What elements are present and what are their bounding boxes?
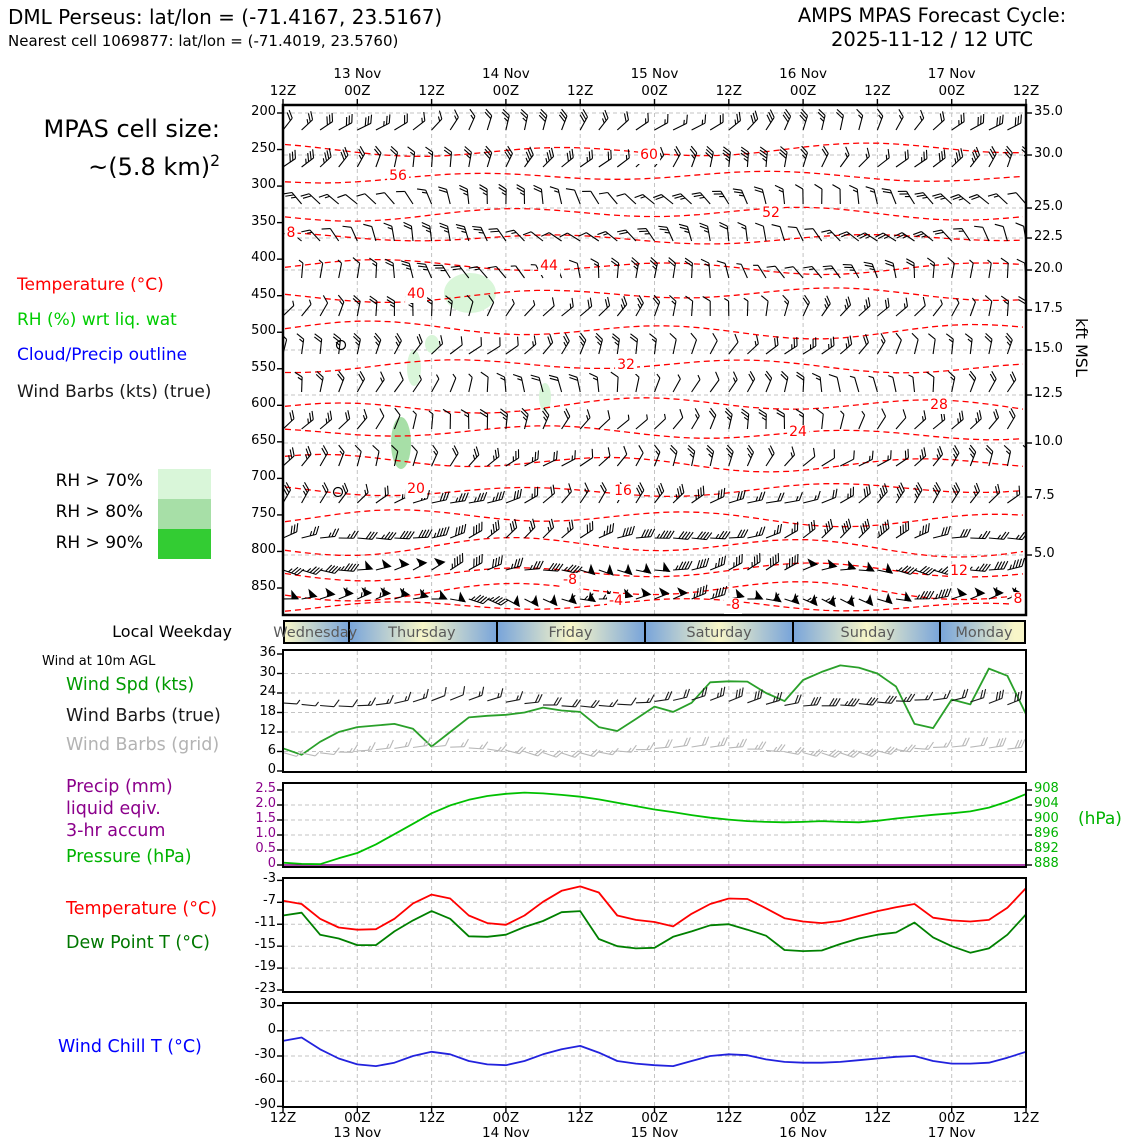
time-tick-top: 12Z [1012, 83, 1040, 99]
main-left-tick: 250 [251, 140, 276, 156]
pressure-ytick: 888 [1034, 856, 1059, 871]
chill-ytick: -60 [254, 1072, 276, 1088]
main-left-tick: 300 [251, 177, 276, 193]
precip-panel-label: Pressure (hPa) [66, 847, 192, 867]
contour-label: 8 [1013, 591, 1023, 607]
wind-ytick: 30 [259, 664, 276, 680]
chill-ytick: -30 [254, 1047, 276, 1062]
wind-ytick: 0 [267, 762, 276, 777]
weekday-divider [644, 622, 646, 642]
pressure-axis-unit: (hPa) [1078, 809, 1122, 829]
main-left-tick: 600 [251, 396, 276, 412]
precip-panel-label: Precip (mm) [66, 777, 173, 797]
cell-size-value [88, 153, 220, 181]
date-tick-bottom: 14 Nov [481, 1125, 530, 1140]
page-subtitle: Nearest cell 1069877: lat/lon = (-71.4019, 23.5760) [8, 32, 399, 50]
date-tick-bottom: 13 Nov [333, 1125, 382, 1140]
date-tick-top: 16 Nov [779, 66, 828, 82]
contour-label: 24 [789, 424, 807, 440]
temp-ytick: -15 [254, 937, 276, 953]
date-tick-bottom: 15 Nov [630, 1125, 679, 1140]
weekday-label: Wednesday [273, 624, 358, 641]
rh-legend-label: RH > 70% [55, 471, 143, 491]
pressure-ytick: 900 [1034, 811, 1059, 826]
weekday-divider [496, 622, 498, 642]
pressure-ytick: 908 [1034, 781, 1059, 796]
temp-panel-label: Dew Point T (°C) [66, 933, 211, 953]
chill-ytick: -90 [254, 1097, 276, 1113]
chill-ytick: 0 [267, 1021, 276, 1037]
contour-label: 40 [407, 286, 425, 302]
wind-ytick: 36 [259, 645, 276, 660]
main-left-tick: 800 [251, 542, 276, 558]
time-tick-top: 00Z [344, 83, 371, 99]
cell-size-exponent: 2 [210, 152, 220, 170]
main-right-tick: 7.5 [1034, 488, 1055, 503]
time-tick-bottom: 12Z [269, 1110, 297, 1126]
contour-label: -4 [609, 593, 623, 609]
weekday-divider [939, 622, 941, 642]
precip-panel-label: 3-hr accum [66, 821, 166, 841]
temp-ytick: -19 [254, 959, 276, 975]
pressure-ytick: 896 [1034, 826, 1059, 841]
main-left-tick: 850 [251, 579, 276, 594]
time-tick-top: 12Z [864, 83, 891, 99]
time-tick-bottom: 12Z [864, 1110, 891, 1126]
time-tick-bottom: 12Z [418, 1110, 445, 1126]
time-tick-bottom: 00Z [492, 1110, 520, 1126]
contour-label: 60 [640, 147, 658, 163]
main-right-tick: 20.0 [1034, 261, 1063, 276]
chill-panel-label: Wind Chill T (°C) [58, 1037, 202, 1057]
precip-ytick: 2.0 [255, 796, 276, 811]
temp-panel-label: Temperature (°C) [66, 899, 218, 919]
date-tick-bottom: 17 Nov [927, 1125, 976, 1140]
main-left-tick: 550 [251, 359, 276, 375]
cell-size-text: ~(5.8 km) [88, 153, 211, 181]
temp-ytick: -11 [254, 915, 276, 931]
time-tick-top: 12Z [715, 83, 743, 99]
main-left-tick: 400 [251, 250, 276, 266]
date-tick-top: 17 Nov [927, 66, 976, 82]
wind-ytick: 12 [259, 723, 276, 738]
time-tick-top: 00Z [492, 83, 520, 99]
time-tick-bottom: 00Z [344, 1110, 371, 1126]
forecast-cycle-time: 2025-11-12 / 12 UTC [831, 28, 1033, 51]
right-axis-unit: kft MSL [1072, 318, 1091, 377]
contour-label: 12 [950, 563, 968, 579]
contour-label: 32 [617, 357, 635, 373]
contour-label: 20 [407, 481, 425, 497]
wind-series-label: Wind Barbs (true) [66, 706, 221, 726]
rh-legend-swatch [158, 469, 211, 499]
weekday-label: Sunday [840, 624, 895, 641]
weekday-label: Monday [955, 624, 1013, 641]
time-tick-bottom: 12Z [566, 1110, 594, 1126]
main-right-tick: 15.0 [1034, 341, 1063, 356]
main-right-tick: 10.0 [1034, 434, 1063, 449]
pressure-ytick: 892 [1034, 841, 1059, 856]
main-right-tick: 5.0 [1034, 546, 1055, 561]
contour-label: 16 [614, 483, 632, 499]
temp-ytick: -23 [254, 981, 276, 996]
wind-series-label: Wind Barbs (grid) [66, 735, 220, 755]
contour-label: 28 [930, 397, 948, 413]
time-tick-top: 12Z [269, 83, 297, 99]
main-left-tick: 500 [251, 323, 276, 339]
date-tick-top: 15 Nov [630, 66, 679, 82]
legend-item: Cloud/Precip outline [17, 345, 188, 365]
rh-legend-swatch [158, 529, 211, 559]
time-tick-bottom: 12Z [715, 1110, 743, 1126]
time-tick-top: 12Z [566, 83, 594, 99]
main-left-tick: 200 [251, 104, 276, 119]
rh-legend-label: RH > 90% [55, 533, 143, 553]
rh-legend-swatch [158, 499, 211, 529]
main-left-tick: 650 [251, 432, 276, 448]
time-tick-top: 12Z [418, 83, 445, 99]
main-left-tick: 350 [251, 213, 276, 229]
time-tick-bottom: 00Z [789, 1110, 817, 1126]
main-right-tick: 12.5 [1034, 386, 1063, 401]
precip-ytick: 0.5 [255, 841, 276, 856]
date-tick-top: 13 Nov [333, 66, 382, 82]
time-tick-bottom: 00Z [938, 1110, 965, 1126]
weekday-label: Thursday [388, 624, 456, 641]
contour-label: 44 [540, 258, 558, 274]
date-tick-bottom: 16 Nov [779, 1125, 828, 1140]
contour-label: 52 [762, 205, 780, 221]
contour-label: 8 [286, 225, 296, 241]
precip-ytick: 1.5 [255, 811, 276, 826]
wind-ytick: 24 [259, 684, 276, 699]
legend-item: RH (%) wrt liq. wat [17, 310, 177, 330]
weekday-label: Friday [548, 624, 593, 641]
precip-ytick: 2.5 [255, 781, 276, 796]
temp-ytick: -3 [263, 871, 276, 887]
page-title: DML Perseus: lat/lon = (-71.4167, 23.5167) [8, 5, 443, 29]
time-tick-top: 00Z [789, 83, 817, 99]
precip-ytick: 0 [267, 856, 276, 871]
wind-series-label: Wind Spd (kts) [66, 675, 195, 695]
precip-ytick: 1.0 [255, 826, 276, 841]
cell-size-title: MPAS cell size: [43, 115, 220, 143]
time-tick-bottom: 00Z [641, 1110, 668, 1126]
pressure-ytick: 904 [1034, 796, 1059, 811]
legend-item: Wind Barbs (kts) (true) [17, 382, 212, 402]
wind-ytick: 6 [267, 742, 276, 758]
main-right-tick: 30.0 [1034, 146, 1063, 161]
precip-panel-label: liquid eqiv. [66, 799, 161, 819]
weekday-divider [792, 622, 794, 642]
main-right-tick: 25.0 [1034, 199, 1063, 214]
weekday-label: Saturday [686, 624, 752, 641]
chill-ytick: 30 [259, 996, 276, 1012]
rh-legend-label: RH > 80% [55, 502, 143, 522]
main-right-tick: 17.5 [1034, 301, 1063, 316]
contour-label: -8 [726, 597, 740, 613]
time-tick-bottom: 12Z [1012, 1110, 1040, 1126]
wind-ytick: 18 [259, 703, 276, 719]
contour-label: -8 [563, 572, 577, 588]
main-right-tick: 22.5 [1034, 229, 1063, 244]
main-right-tick: 35.0 [1034, 104, 1063, 119]
legend-item: Temperature (°C) [17, 275, 164, 295]
weekday-bar-title: Local Weekday [112, 622, 232, 641]
time-tick-top: 00Z [938, 83, 965, 99]
forecast-cycle-title: AMPS MPAS Forecast Cycle: [797, 4, 1067, 27]
main-left-tick: 450 [251, 286, 276, 302]
time-tick-top: 00Z [641, 83, 668, 99]
temp-ytick: -7 [263, 893, 276, 909]
date-tick-top: 14 Nov [481, 66, 530, 82]
wind-panel-title: Wind at 10m AGL [42, 654, 156, 669]
main-left-tick: 750 [251, 505, 276, 521]
main-left-tick: 700 [251, 469, 276, 485]
contour-label: 56 [389, 168, 407, 184]
